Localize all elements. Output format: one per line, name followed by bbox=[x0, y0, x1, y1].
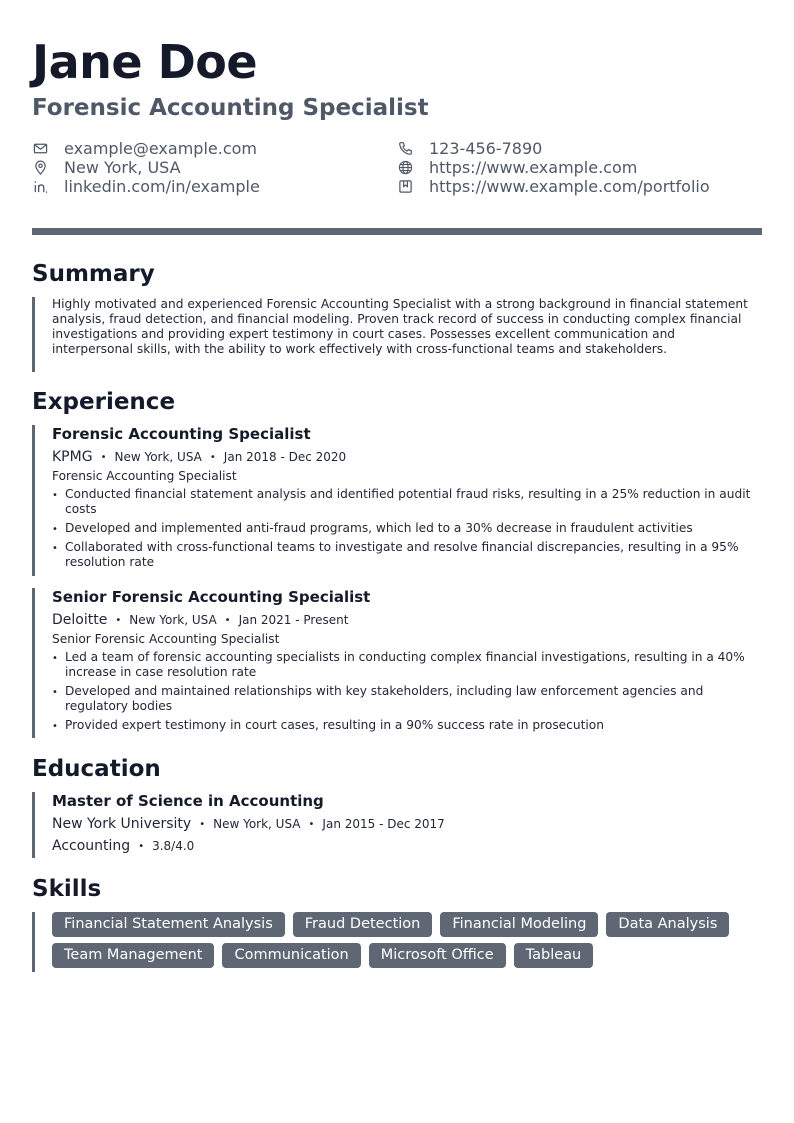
contact-website-text: https://www.example.com bbox=[429, 158, 638, 177]
experience-heading: Experience bbox=[32, 389, 176, 415]
education-item bbox=[32, 792, 762, 858]
contact-location-text: New York, USA bbox=[64, 158, 181, 177]
contact-info bbox=[32, 139, 762, 199]
summary-section bbox=[32, 297, 762, 372]
education-dates: Jan 2015 - Dec 2017 bbox=[322, 817, 445, 831]
skill-chip: Financial Modeling bbox=[440, 912, 598, 937]
mail-icon bbox=[32, 141, 48, 157]
skills-list bbox=[52, 912, 762, 968]
globe-icon bbox=[397, 160, 413, 176]
contact-linkedin[interactable] bbox=[32, 177, 260, 196]
list-item: • Led a team of forensic accounting specialists in conducting complex financial investigations, resulting in a 40% increase in case resolution rate bbox=[52, 650, 762, 680]
separator-dot: • bbox=[100, 451, 107, 463]
contact-linkedin-text: linkedin.com/in/example bbox=[64, 177, 260, 196]
list-item: • Conducted financial statement analysis and identified potential fraud risks, resulting in a 25% reduction in audit costs bbox=[52, 487, 762, 517]
job-company: Deloitte bbox=[52, 612, 108, 628]
school-location: New York, USA bbox=[213, 817, 301, 831]
experience-item bbox=[32, 425, 762, 576]
contact-portfolio[interactable] bbox=[397, 177, 710, 196]
list-item: • Collaborated with cross-functional teams to investigate and resolve financial discrepancies, resulting in a 95% resolution rate bbox=[52, 540, 762, 570]
school-name: New York University bbox=[52, 816, 192, 832]
contact-email-text: example@example.com bbox=[64, 139, 257, 158]
job-meta bbox=[52, 447, 762, 467]
job-dates: Jan 2021 - Present bbox=[238, 613, 349, 627]
job-role: Forensic Accounting Specialist bbox=[52, 469, 237, 483]
candidate-name: Jane Doe bbox=[32, 35, 258, 89]
separator-dot: • bbox=[138, 840, 145, 852]
skill-chip: Financial Statement Analysis bbox=[52, 912, 285, 937]
experience-item bbox=[32, 588, 762, 738]
skills-heading: Skills bbox=[32, 876, 102, 902]
job-meta bbox=[52, 610, 762, 630]
skill-chip: Team Management bbox=[52, 943, 214, 968]
bookmark-icon bbox=[397, 179, 413, 195]
map-pin-icon bbox=[32, 160, 48, 176]
field-of-study: Accounting bbox=[52, 838, 131, 854]
contact-location bbox=[32, 158, 181, 177]
candidate-headline: Forensic Accounting Specialist bbox=[32, 95, 429, 121]
list-item: • Provided expert testimony in court cases, resulting in a 90% success rate in prosecution bbox=[52, 718, 762, 733]
list-item: • Developed and implemented anti-fraud programs, which led to a 30% decrease in fraudulent activities bbox=[52, 521, 762, 536]
skill-chip: Tableau bbox=[514, 943, 594, 968]
phone-icon bbox=[397, 141, 413, 157]
gpa: 3.8/4.0 bbox=[152, 839, 195, 853]
contact-portfolio-text: https://www.example.com/portfolio bbox=[429, 177, 710, 196]
job-role: Senior Forensic Accounting Specialist bbox=[52, 632, 280, 646]
job-location: New York, USA bbox=[114, 450, 202, 464]
education-heading: Education bbox=[32, 756, 161, 782]
contact-email[interactable] bbox=[32, 139, 257, 158]
separator-dot: • bbox=[209, 451, 216, 463]
job-location: New York, USA bbox=[129, 613, 217, 627]
skill-chip: Fraud Detection bbox=[293, 912, 433, 937]
linkedin-icon bbox=[32, 179, 48, 195]
job-dates: Jan 2018 - Dec 2020 bbox=[223, 450, 347, 464]
contact-website[interactable] bbox=[397, 158, 638, 177]
summary-text: Highly motivated and experienced Forensic Accounting Specialist with a strong background in financial statement analysis, fraud detection, and financial modeling. Proven track record of success in conducting complex financial investigations and providing expert testimony in court cases. Possesses excellent communication and interpersonal skills, with the ability to work effectively with cross-functional teams and stakeholders. bbox=[52, 297, 748, 356]
list-item: • Developed and maintained relationships with key stakeholders, including law enforcement agencies and regulatory bodies bbox=[52, 684, 762, 714]
separator-dot: • bbox=[199, 818, 206, 830]
education-meta bbox=[52, 814, 762, 834]
skills-section bbox=[32, 912, 762, 972]
contact-phone[interactable] bbox=[397, 139, 543, 158]
job-title: Forensic Accounting Specialist bbox=[52, 425, 311, 443]
skill-chip: Communication bbox=[222, 943, 360, 968]
job-title: Senior Forensic Accounting Specialist bbox=[52, 588, 371, 606]
skill-chip: Data Analysis bbox=[606, 912, 729, 937]
summary-heading: Summary bbox=[32, 261, 155, 287]
skill-chip: Microsoft Office bbox=[369, 943, 506, 968]
separator-dot: • bbox=[224, 614, 231, 626]
degree-title: Master of Science in Accounting bbox=[52, 792, 324, 810]
education-field-meta bbox=[52, 836, 762, 856]
separator-dot: • bbox=[308, 818, 315, 830]
job-bullets bbox=[52, 650, 762, 733]
job-company: KPMG bbox=[52, 449, 93, 465]
job-bullets bbox=[52, 487, 762, 570]
header-divider bbox=[32, 228, 762, 235]
contact-phone-text: 123-456-7890 bbox=[429, 139, 543, 158]
separator-dot: • bbox=[115, 614, 122, 626]
